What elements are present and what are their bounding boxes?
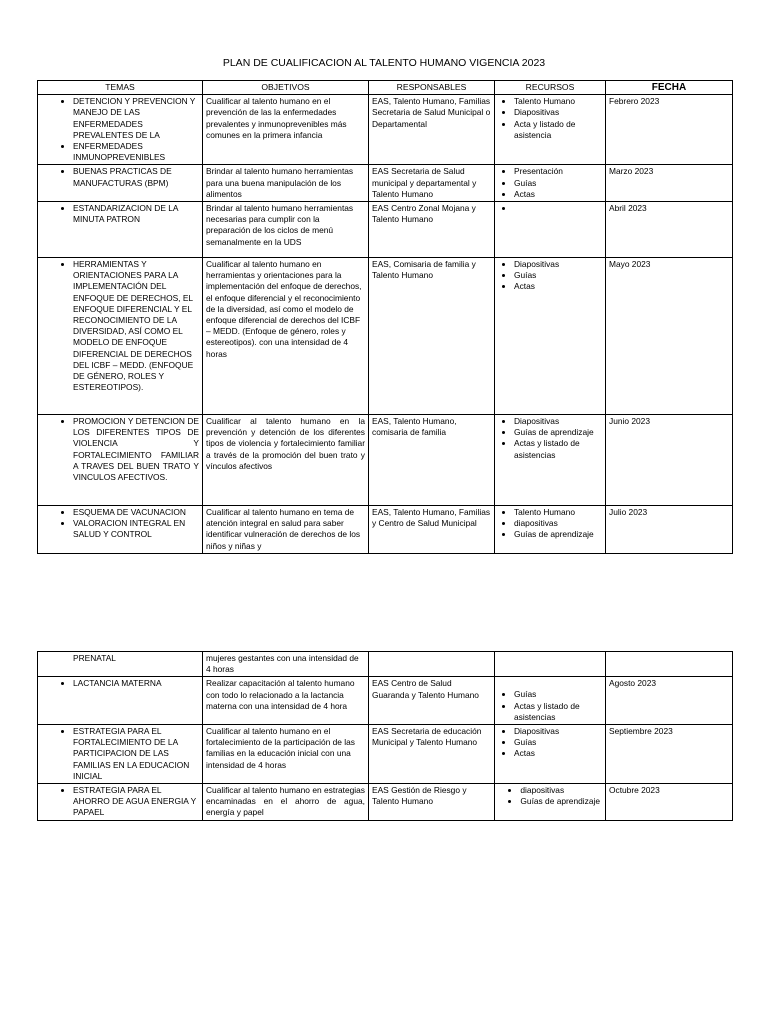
recurso-item: • Acta y listado de asistencia [514,119,602,141]
responsables-cell: EAS Secretaria de Salud municipal y departamental y Talento Humano [369,165,495,202]
tema-cell [38,652,203,677]
recursos-cell [495,506,606,554]
responsables-cell: EAS Secretaria de educación Municipal y Talento Humano [369,725,495,784]
responsables-cell: EAS, Talento Humano, Familias y Centro de Salud Municipal [369,506,495,554]
tema-list [41,416,199,483]
recursos-cell [495,725,606,784]
recursos-cell [495,165,606,202]
fecha-cell: Junio 2023 [606,415,733,506]
table-row [38,725,733,784]
recurso-item: • Guías de aprendizaje [514,529,602,540]
tema-list [41,726,199,782]
responsables-cell: EAS, Talento Humano, Familias Secretaria de Salud Municipal o Departamental [369,95,495,165]
recurso-item: • diapositivas [514,518,602,529]
tema-cell [38,258,203,415]
table-row [38,165,733,202]
tema-cell [38,725,203,784]
objetivo-cell: Brindar al talento humano herramientas para una buena manipulación de los alimentos [203,165,369,202]
header-fecha: FECHA [606,81,733,95]
recursos-list [498,689,602,723]
tema-cell [38,784,203,821]
recurso-item: • diapositivas [508,785,602,796]
objetivo-cell: Brindar al talento humano herramientas necesarias para cumplir con la preparación de los ciclos de menú semanalmente en la UDS [203,202,369,258]
fecha-cell: Abril 2023 [606,202,733,258]
header-objetivos: OBJETIVOS [203,81,369,95]
recurso-item: • Diapositivas [514,416,602,427]
responsables-cell: EAS, Comisaria de familia y Talento Humano [369,258,495,415]
header-responsables: RESPONSABLES [369,81,495,95]
plan-table [37,80,733,554]
tema-item: • VALORACION INTEGRAL EN SALUD Y CONTROL [73,518,199,540]
recurso-item: • Guías de aprendizaje [508,796,602,807]
objetivo-cell: Cualificar al talento humano en estrategias encaminadas en el ahorro de agua, energía y papel [203,784,369,821]
plan-table-continued [37,651,733,821]
recurso-item: • Actas [514,748,602,759]
tema-cell [38,95,203,165]
responsables-cell: EAS, Talento Humano, comisaria de familia [369,415,495,506]
recurso-item: • Guías [514,178,602,189]
recursos-cell [495,95,606,165]
fecha-cell: Septiembre 2023 [606,725,733,784]
tema-item: • ESTANDARIZACION DE LA MINUTA PATRON [73,203,199,225]
responsables-cell: EAS Centro Zonal Mojana y Talento Humano [369,202,495,258]
recursos-list [498,416,602,461]
table-row [38,202,733,258]
recursos-list [498,726,602,760]
tema-item: • ENFERMEDADES INMUNOPREVENIBLES [73,141,199,163]
fecha-cell: Agosto 2023 [606,677,733,725]
tema-item: • ESQUEMA DE VACUNACION [73,507,199,518]
table-row [38,95,733,165]
responsables-cell: EAS Gestión de Riesgo y Talento Humano [369,784,495,821]
objetivo-cell: Cualificar al talento humano en el fortalecimiento de la participación de las familias en la educación inicial con una intensidad de 4 horas [203,725,369,784]
recurso-item: • Guías [514,737,602,748]
tema-cell [38,506,203,554]
tema-list [41,678,199,689]
tema-list [41,96,199,163]
recursos-list [498,259,602,293]
recursos-cell [495,202,606,258]
tema-list [41,259,199,393]
recursos-list [498,166,602,200]
recurso-item: • Presentación [514,166,602,177]
tema-list [41,507,199,541]
tema-item: • PROMOCION Y DETENCION DE LOS DIFERENTES TIPOS DE VIOLENCIA Y FORTALECIMIENTO FAMILIAR A TRAVES DEL BUEN TRATO Y VINCULOS AFECTIVOS. [73,416,199,483]
recurso-item: • Talento Humano [514,96,602,107]
fecha-cell [606,652,733,677]
page-title: PLAN DE CUALIFICACION AL TALENTO HUMANO VIGENCIA 2023 [222,57,546,69]
tema-item: • HERRAMIENTAS Y ORIENTACIONES PARA LA IMPLEMENTACIÓN DEL ENFOQUE DE DERECHOS, EL ENFOQUE DIFERENCIAL Y EL RECONOCIMIENTO DE LA DIVERSIDAD, ASÍ COMO EL MODELO DE ENFOQUE DIFERENCIAL DE DERECHOS DEL ICBF – MEDD. (ENFOQUE DE GÉNERO, ROLES Y ESTEREOTIPOS). [73,259,199,393]
objetivo-cell: Realizar capacitación al talento humano con todo lo relacionado a la lactancia materna con una intensidad de 4 hora [203,677,369,725]
recurso-item: • Actas [514,189,602,200]
fecha-cell: Mayo 2023 [606,258,733,415]
tema-continued: PRENATAL [73,653,116,663]
objetivo-cell: Cualificar al talento humano en el prevención de las la enfermedades prevalentes y inmunoprevenibles más comunes en la primera infancia [203,95,369,165]
recurso-item: • Diapositivas [514,259,602,270]
table-row [38,506,733,554]
objetivo-cell: Cualificar al talento humano en la prevención y detención de los diferentes tipos de violencia y fortalecimiento familiar a través de la promoción del buen trato y vínculos afectivos [203,415,369,506]
responsables-cell: EAS Centro de Salud Guaranda y Talento Humano [369,677,495,725]
recursos-cell [495,652,606,677]
objetivo-cell: mujeres gestantes con una intensidad de 4 horas [203,652,369,677]
table-row [38,415,733,506]
recursos-list [498,507,602,541]
recurso-item: • Actas y listado de asistencias [514,701,602,723]
table-row [38,652,733,677]
recurso-item: • Guías [514,270,602,281]
tema-cell [38,415,203,506]
tema-cell [38,677,203,725]
tema-item: • LACTANCIA MATERNA [73,678,199,689]
recurso-item: • Guías [514,689,602,700]
tema-list [41,785,199,819]
recurso-item: • Diapositivas [514,107,602,118]
recurso-item [514,203,602,214]
recursos-list [498,96,602,141]
tema-item: • DETENCION Y PREVENCION Y MANEJO DE LAS ENFERMEDADES PREVALENTES DE LA [73,96,199,141]
tema-list [41,166,199,188]
fecha-cell: Octubre 2023 [606,784,733,821]
recursos-cell [495,258,606,415]
recurso-item: • Diapositivas [514,726,602,737]
recursos-cell [495,415,606,506]
tema-item: • ESTRATEGIA PARA EL AHORRO DE AGUA ENERGIA Y PAPAEL [73,785,199,819]
fecha-cell: Marzo 2023 [606,165,733,202]
recurso-item: • Actas [514,281,602,292]
header-recursos: RECURSOS [495,81,606,95]
recursos-cell [495,784,606,821]
fecha-cell: Febrero 2023 [606,95,733,165]
tema-list [41,203,199,225]
fecha-cell: Julio 2023 [606,506,733,554]
objetivo-cell: Cualificar al talento humano en tema de atención integral en salud para saber identificar vulneración de derechos de los niños y niñas y [203,506,369,554]
header-temas: TEMAS [38,81,203,95]
table-row [38,784,733,821]
tema-item: • ESTRATEGIA PARA EL FORTALECIMIENTO DE LA PARTICIPACION DE LAS FAMILIAS EN LA EDUCACION INICIAL [73,726,199,782]
table-header-row [38,81,733,95]
objetivo-cell: Cualificar al talento humano en herramientas y orientaciones para la implementación del enfoque de derechos, el enfoque diferencial y el reconocimiento de la diversidad, así como el modelo de enfoque diferencial de derechos del ICBF – MEDD. (Enfoque de género, roles y estereotipos). con una intensidad de 4 horas [203,258,369,415]
recurso-item: • Guías de aprendizaje [514,427,602,438]
responsables-cell [369,652,495,677]
table-row [38,258,733,415]
tema-item: • BUENAS PRACTICAS DE MANUFACTURAS (BPM) [73,166,199,188]
tema-cell [38,165,203,202]
recursos-list [498,203,602,214]
tema-cell [38,202,203,258]
recursos-list [498,785,602,807]
table-row [38,677,733,725]
recurso-item: • Actas y listado de asistencias [514,438,602,460]
recursos-cell [495,677,606,725]
recurso-item: • Talento Humano [514,507,602,518]
